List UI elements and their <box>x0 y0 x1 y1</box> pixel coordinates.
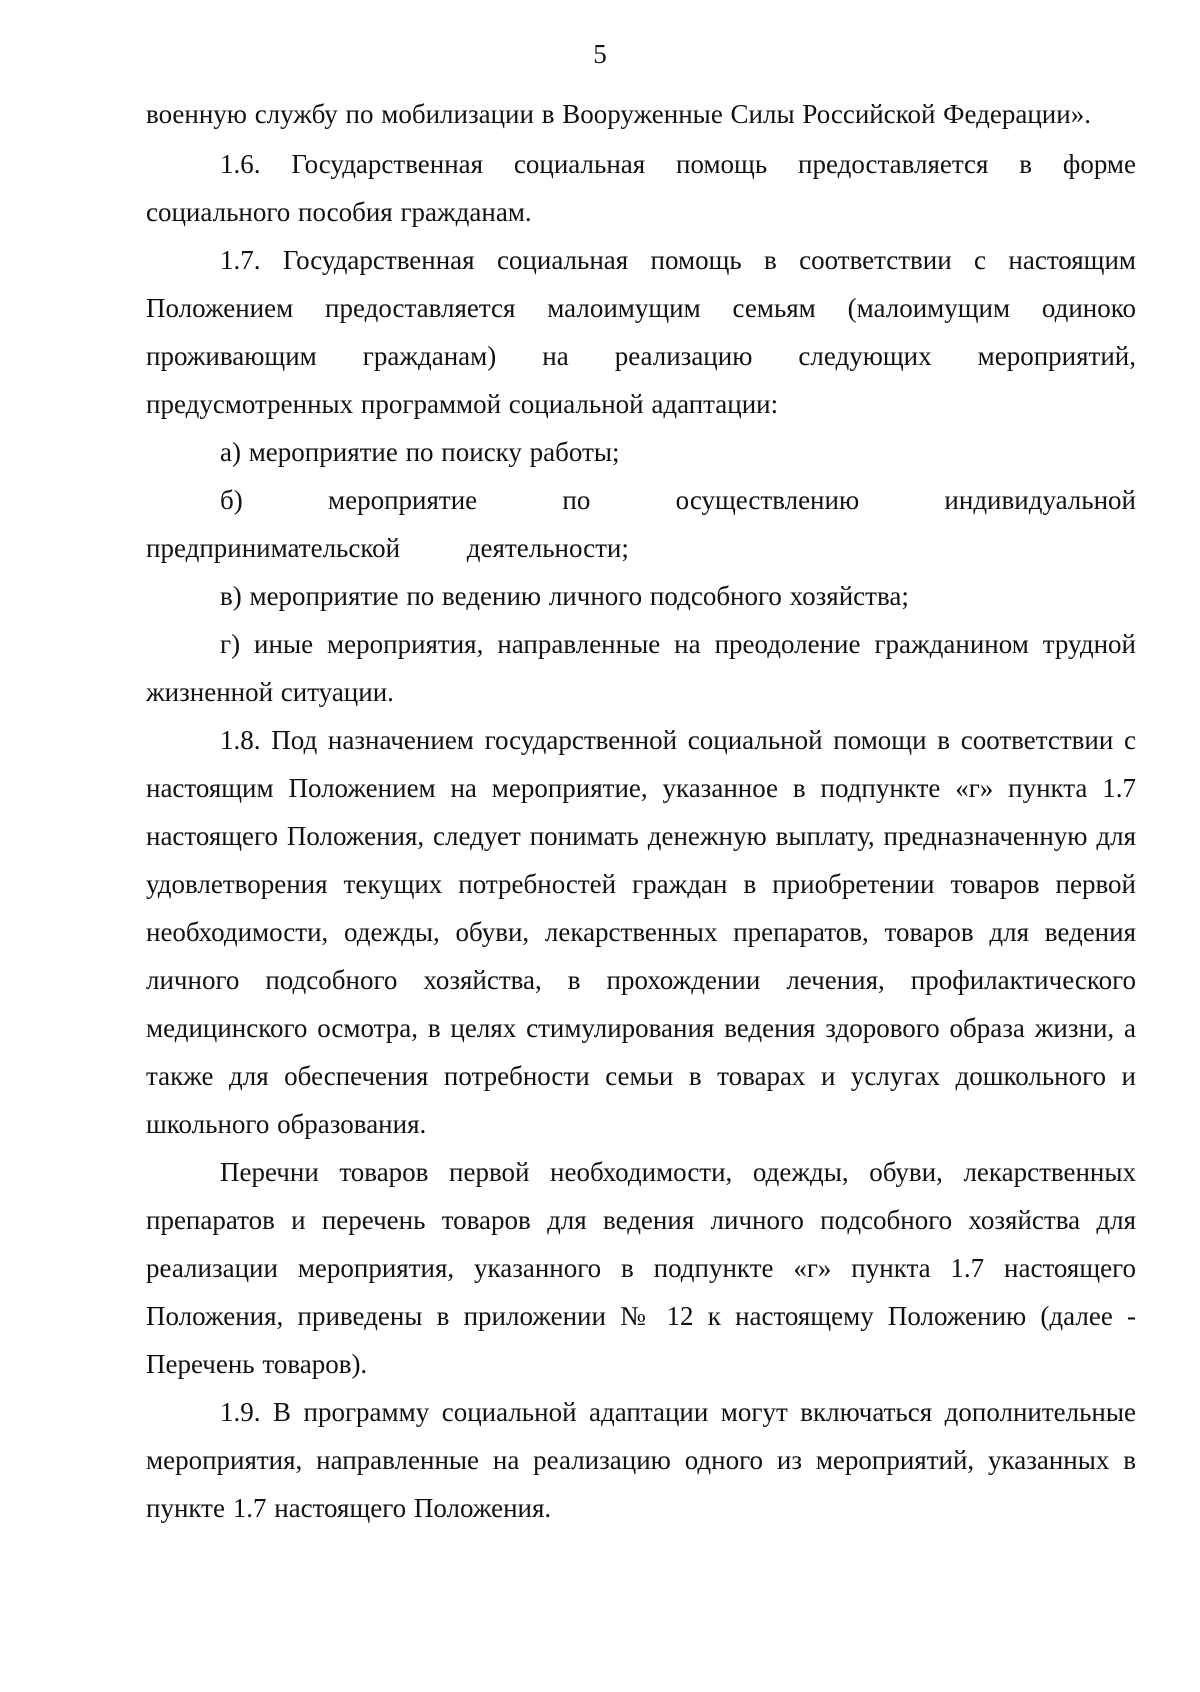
page-number: 5 <box>593 39 607 69</box>
paragraph-goods-list: Перечни товаров первой необходимости, одежды, обуви, лекарственных препаратов и перечень товаров для ведения личного подсобного хозяйства для реализации мероприятия, указанного в подпункте «г» пункта 1.7 настоящего Положения, приведены в приложении № 12 к настоящему Положению (далее - Перечень товаров). <box>146 1157 1136 1379</box>
list-item-g: г) иные мероприятия, направленные на преодоление гражданином трудной жизненной ситуации. <box>146 629 1136 707</box>
paragraph-1-9: 1.9. В программу социальной адаптации могут включаться дополнительные мероприятия, направленные на реализацию одного из мероприятий, указанных в пункте 1.7 настоящего Положения. <box>146 1397 1136 1523</box>
list-item-v: в) мероприятие по ведению личного подсобного хозяйства; <box>220 581 909 611</box>
paragraph-1-8: 1.8. Под назначением государственной социальной помощи в соответствии с настоящим Положением на мероприятие, указанное в подпункте «г» пункта 1.7 настоящего Положения, следует понимать денежную выплату, предназначенную для удовлетворения текущих потребностей граждан в приобретении товаров первой необходимости, одежды, обуви, лекарственных препаратов, товаров для ведения личного подсобного хозяйства, в прохождении лечения, профилактического медицинского осмотра, в целях стимулирования ведения здорового образа жизни, а также для обеспечения потребности семьи в товарах и услугах дошкольного и школьного образования. <box>146 725 1136 1139</box>
list-item-b: б) мероприятие по осуществлению индивидуальной предпринимательской деятельности; <box>146 485 1136 563</box>
document-body <box>146 90 1136 1532</box>
paragraph-continuation: военную службу по мобилизации в Вооруженные Силы Российской Федерации». <box>146 99 1091 129</box>
paragraph-1-7: 1.7. Государственная социальная помощь в соответствии с настоящим Положением предоставляется малоимущим семьям (малоимущим одиноко проживающим гражданам) на реализацию следующих мероприятий, предусмотренных программой социальной адаптации: <box>146 245 1136 419</box>
list-item-a: а) мероприятие по поиску работы; <box>220 437 620 467</box>
paragraph-1-6: 1.6. Государственная социальная помощь предоставляется в форме социального пособия гражданам. <box>146 149 1136 227</box>
